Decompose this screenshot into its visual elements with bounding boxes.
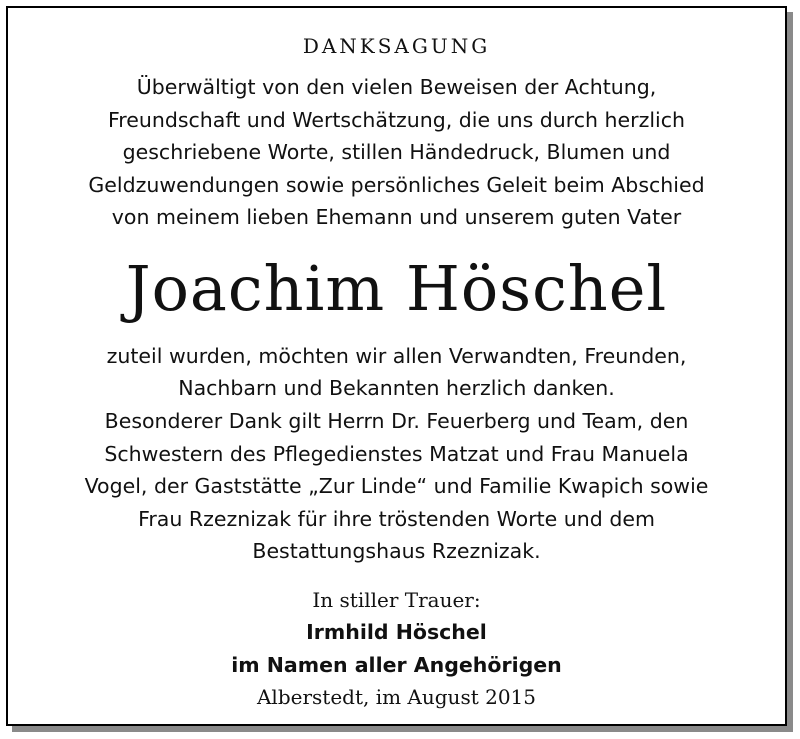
special-thanks-paragraph <box>8 405 785 568</box>
signer-block <box>8 616 785 681</box>
signer-name: Irmhild Höschel <box>306 620 487 644</box>
intro-paragraph <box>8 71 785 234</box>
special-thanks-line: Schwestern des Pflegedienstes Matzat und Frau Manuela <box>104 441 689 466</box>
notice-heading: DANKSAGUNG <box>302 34 491 58</box>
special-thanks-line: Vogel, der Gaststätte „Zur Linde“ und Familie Kwapich sowie <box>84 474 709 499</box>
intro-line: Geldzuwendungen sowie persönliches Geleit beim Abschied <box>88 172 705 197</box>
obituary-thanks-notice <box>6 6 787 726</box>
mourning-label: In stiller Trauer: <box>312 588 481 612</box>
intro-line: Freundschaft und Wertschätzung, die uns durch herzlich <box>107 107 686 132</box>
thanks-paragraph <box>8 340 785 404</box>
signer-note: im Namen aller Angehörigen <box>231 652 562 677</box>
intro-line: von meinem lieben Ehemann und unserem guten Vater <box>111 205 682 230</box>
intro-line: Überwältigt von den vielen Beweisen der Achtung, <box>136 75 657 99</box>
special-thanks-line: Besonderer Dank gilt Herrn Dr. Feuerberg und Team, den <box>104 409 689 433</box>
special-thanks-line: Frau Rzeznizak für ihre tröstenden Worte und dem <box>138 506 655 531</box>
intro-line: geschriebene Worte, stillen Händedruck, Blumen und <box>122 140 671 165</box>
special-thanks-line: Bestattungshaus Rzeznizak. <box>252 539 541 564</box>
thanks-line: zuteil wurden, möchten wir allen Verwandten, Freunden, <box>106 344 687 368</box>
deceased-name: Joachim Höschel <box>125 252 668 325</box>
thanks-line: Nachbarn und Bekannten herzlich danken. <box>178 376 615 400</box>
place-and-date: Alberstedt, im August 2015 <box>256 685 536 709</box>
